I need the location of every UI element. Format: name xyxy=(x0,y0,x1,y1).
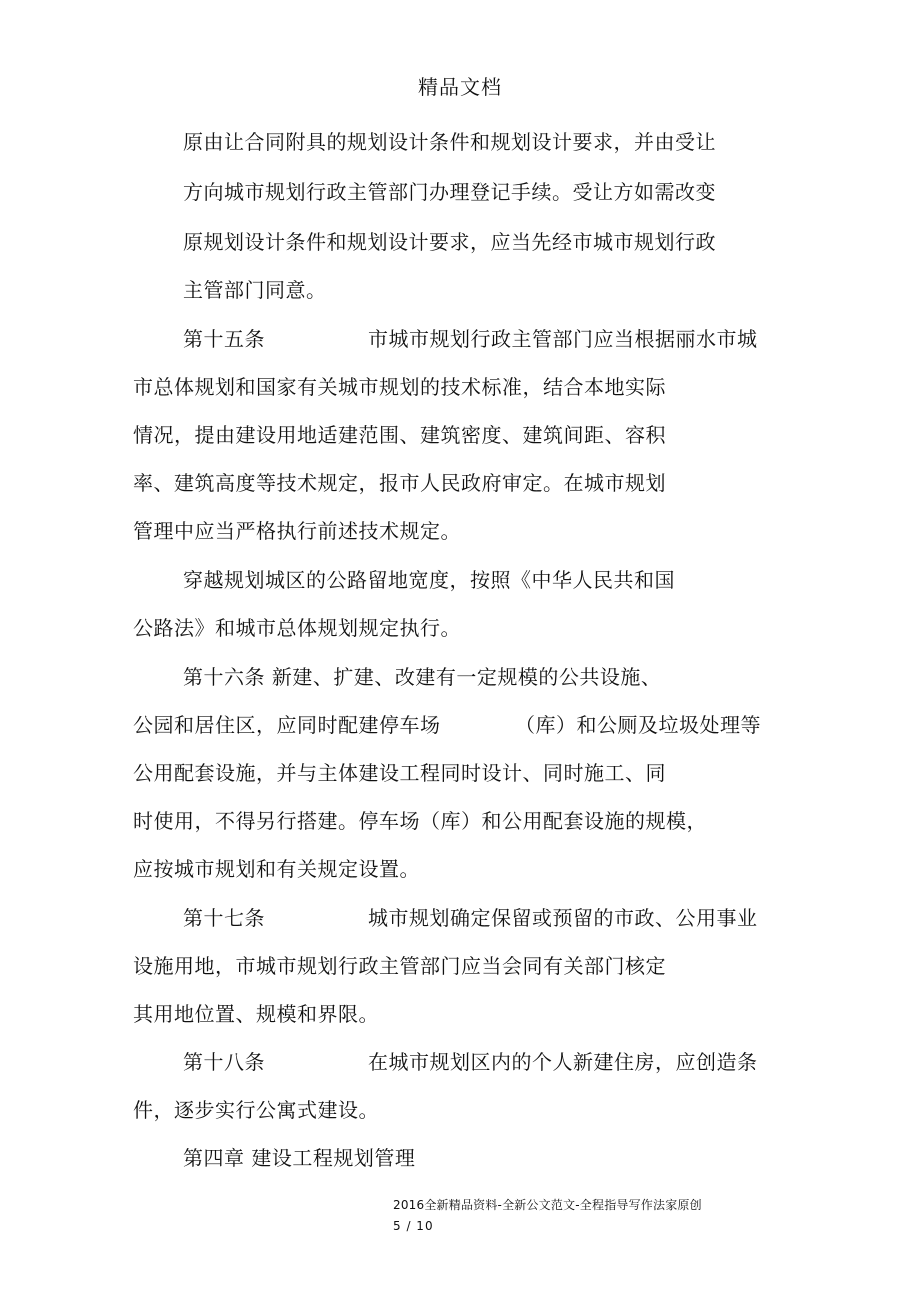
body-line: 设施用地，市城市规划行政主管部门应当会同有关部门核定 xyxy=(133,954,666,978)
body-line: 公用配套设施，并与主体建设工程同时设计、同时施工、同 xyxy=(133,761,666,785)
body-line: 应按城市规划和有关规定设置。 xyxy=(133,857,420,881)
body-line: 穿越规划城区的公路留地宽度，按照《中华人民共和国 xyxy=(183,568,675,592)
body-line: 方向城市规划行政主管部门办理登记手续。受让方如需改变 xyxy=(183,180,716,204)
article-18-label: 第十八条 xyxy=(183,1050,265,1074)
body-line: 市城市规划行政主管部门应当根据丽水市城 xyxy=(368,327,758,351)
body-line: 主管部门同意。 xyxy=(183,278,327,302)
chapter-heading: 第四章 建设工程规划管理 xyxy=(183,1146,416,1170)
body-line: 原由让合同附具的规划设计条件和规划设计要求，并由受让 xyxy=(183,130,716,154)
body-line: 在城市规划区内的个人新建住房，应创造条 xyxy=(368,1050,758,1074)
article-16-line: 第十六条 新建、扩建、改建有一定规模的公共设施、 xyxy=(183,665,662,689)
body-line: 情况，提由建设用地适建范围、建筑密度、建筑间距、容积 xyxy=(133,423,666,447)
body-line: 时使用，不得另行搭建。停车场（库）和公用配套设施的规模， xyxy=(133,809,707,833)
body-line: 件，逐步实行公寓式建设。 xyxy=(133,1098,379,1122)
page-header-title: 精品文档 xyxy=(418,75,502,99)
article-15-label: 第十五条 xyxy=(183,327,265,351)
body-line: 其用地位置、规模和界限。 xyxy=(133,1002,379,1026)
body-line: 公路法》和城市总体规划规定执行。 xyxy=(133,616,461,640)
body-line: 率、建筑高度等技术规定，报市人民政府审定。在城市规划 xyxy=(133,471,666,495)
article-17-label: 第十七条 xyxy=(183,906,265,930)
body-line: 原规划设计条件和规划设计要求，应当先经市城市规划行政 xyxy=(183,230,716,254)
body-line: 管理中应当严格执行前述技术规定。 xyxy=(133,519,461,543)
footer-note: 2016全新精品资料-全新公文范文-全程指导写作法家原创 xyxy=(393,1198,702,1212)
body-line: （库）和公厕及垃圾处理等 xyxy=(515,713,761,737)
body-line: 城市规划确定保留或预留的市政、公用事业 xyxy=(368,906,758,930)
body-line: 市总体规划和国家有关城市规划的技术标准，结合本地实际 xyxy=(133,375,666,399)
body-line: 公园和居住区，应同时配建停车场 xyxy=(133,713,441,737)
page-number: 5 / 10 xyxy=(393,1219,434,1233)
